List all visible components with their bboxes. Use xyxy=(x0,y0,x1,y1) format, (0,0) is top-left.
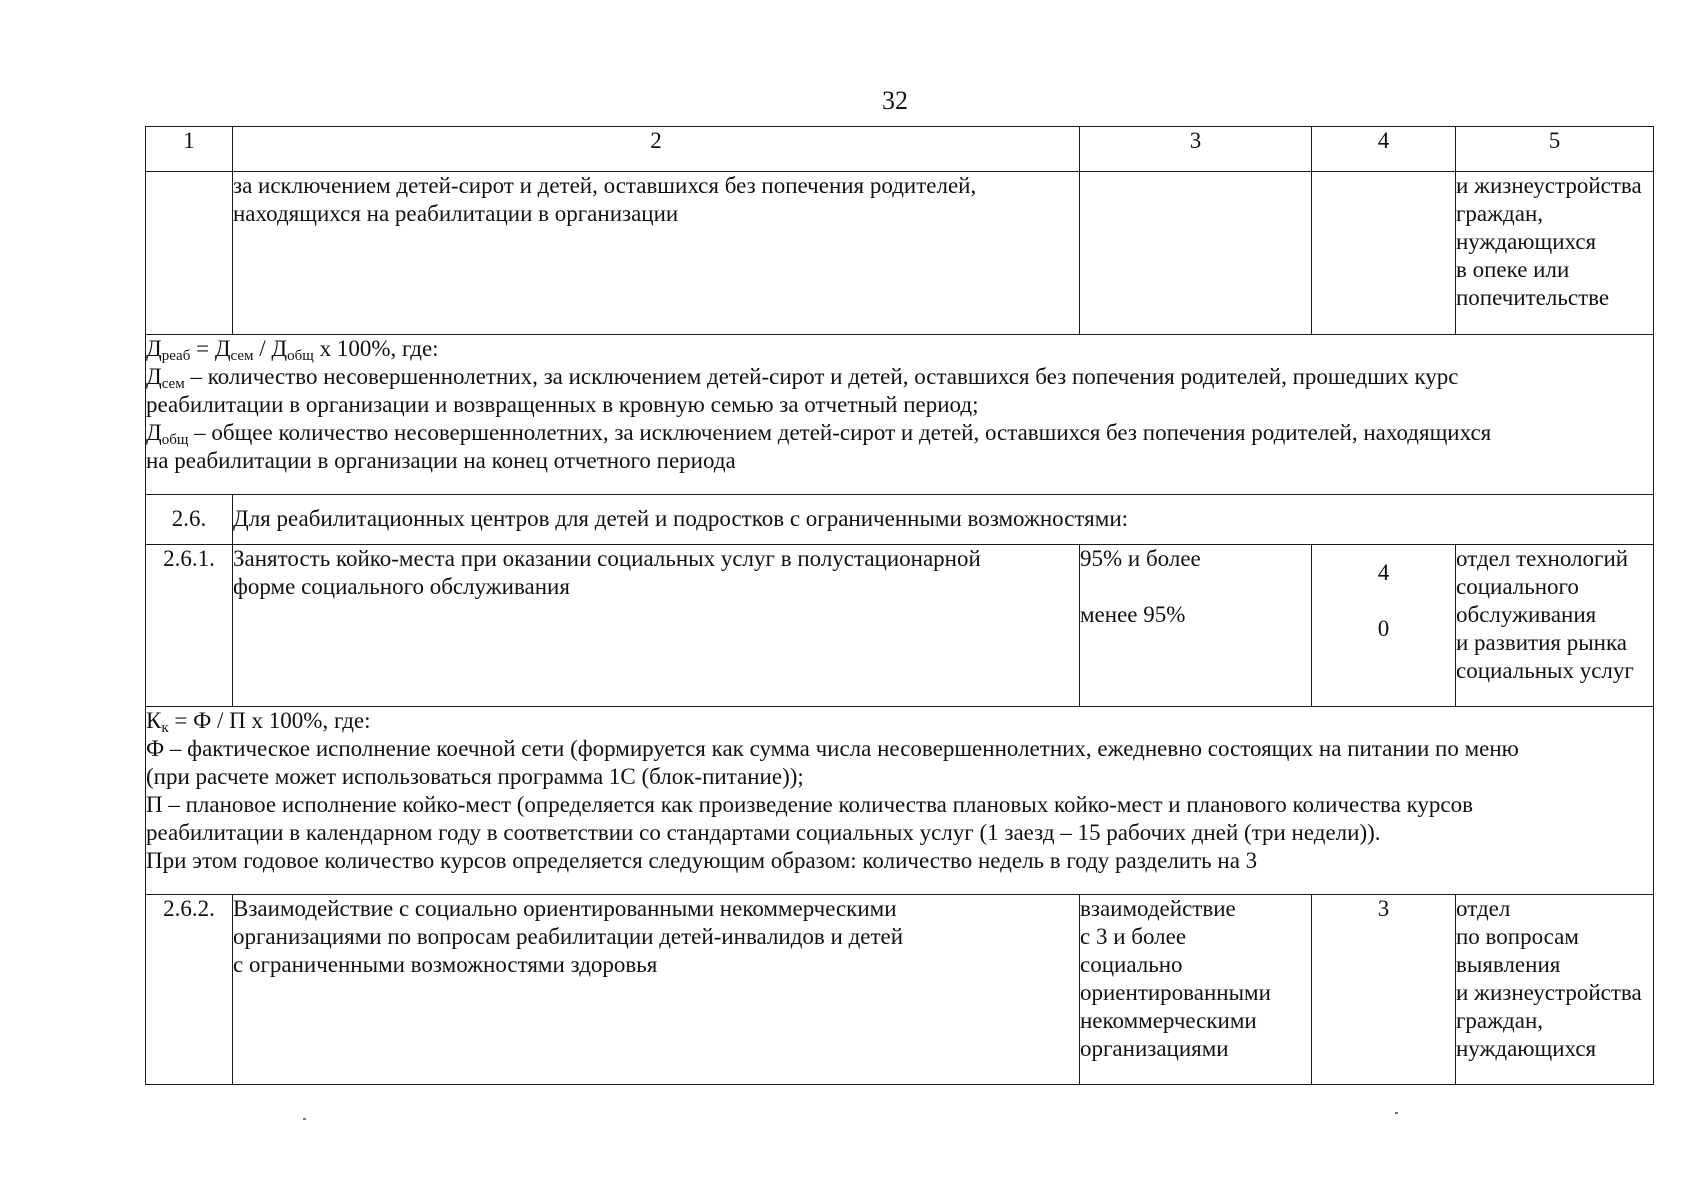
header-col-1: 1 xyxy=(146,127,233,172)
responsible-line: нуждающихся xyxy=(1456,1036,1597,1061)
formula-1-definition-2: $Д_{общ}$ – общее количество несовершеннолетних, за исключением детей-сирот и детей, оставшихся без попечения родителей, находящихся xyxy=(146,420,1492,448)
continued-criteria-cell xyxy=(1080,172,1312,335)
row-2-6-2-score: 3 xyxy=(1312,895,1456,1085)
criteria-line: социально xyxy=(1080,952,1183,977)
responsible-line: по вопросам xyxy=(1456,924,1579,949)
row-2-6-1 xyxy=(146,545,1654,707)
header-row xyxy=(146,127,1654,172)
continued-responsible-cell xyxy=(1456,172,1654,335)
criteria-line: некоммерческими xyxy=(1080,1008,1257,1033)
score-value: 0 xyxy=(1377,616,1390,641)
scan-speck xyxy=(1395,1112,1398,1114)
row-2-6-1-responsible xyxy=(1456,545,1654,707)
section-2-6-title: Для реабилитационных центров для детей и подростков с ограниченными возможностями: xyxy=(233,495,1654,545)
continued-score-cell xyxy=(1312,172,1456,335)
responsible-line: и жизнеустройства xyxy=(1456,980,1642,1005)
row-2-6-1-num: 2.6.1. xyxy=(146,545,233,707)
formula-row-1 xyxy=(146,335,1654,495)
formula-1-definition-1-cont: реабилитации в организации и возвращенных в кровную семью за отчетный период; xyxy=(146,392,979,417)
header-col-2: 2 xyxy=(233,127,1080,172)
criterion-value: 95% и более xyxy=(1080,546,1201,571)
responsible-line: социальных услуг xyxy=(1456,658,1634,683)
indicator-line: организациями по вопросам реабилитации детей-инвалидов и детей xyxy=(233,924,904,949)
responsible-line: попечительстве xyxy=(1456,285,1610,310)
responsible-line: граждан, xyxy=(1456,1008,1544,1033)
formula-2-line: П – плановое исполнение койко-мест (определяется как произведение количества плановых койко-мест и планового количества курсов xyxy=(146,792,1473,817)
indicator-line: Занятость койко-места при оказании социальных услуг в полустационарной xyxy=(233,546,981,571)
row-2-6-1-criteria xyxy=(1080,545,1312,707)
formula-1-definition-2-cont: на реабилитации в организации на конец отчетного периода xyxy=(146,448,736,473)
continued-indicator-cell xyxy=(233,172,1080,335)
responsible-line: обслуживания xyxy=(1456,602,1597,627)
responsible-line: в опеке или xyxy=(1456,257,1570,282)
row-2-6-2-criteria xyxy=(1080,895,1312,1085)
scan-speck xyxy=(303,1118,306,1120)
responsible-line: и жизнеустройства xyxy=(1456,173,1642,198)
indicator-line: с ограниченными возможностями здоровья xyxy=(233,952,658,977)
responsible-line: граждан, xyxy=(1456,201,1544,226)
formula-1-definition-1: $Д_{сем}$ – количество несовершеннолетних, за исключением детей-сирот и детей, оставшихся без попечения родителей, прошедших курс xyxy=(146,364,1459,392)
criteria-line: организациями xyxy=(1080,1036,1229,1061)
header-col-4: 4 xyxy=(1312,127,1456,172)
formula-2-main: $К_к = Ф / П$ х 100%, где: xyxy=(146,708,371,736)
formula-2-line: При этом годовое количество курсов определяется следующим образом: количество недель в году разделить на 3 xyxy=(146,848,1258,873)
criterion-value: менее 95% xyxy=(1080,602,1186,627)
continued-num-cell xyxy=(146,172,233,335)
score-value: 4 xyxy=(1377,560,1390,585)
section-2-6-num: 2.6. xyxy=(146,495,233,545)
formula-2-line: реабилитации в календарном году в соответствии со стандартами социальных услуг (1 заезд – 15 рабочих дней (три недели)). xyxy=(146,820,1381,845)
header-col-5: 5 xyxy=(1456,127,1654,172)
responsible-line: и развития рынка xyxy=(1456,630,1628,655)
formula-2-line: (при расчете может использоваться программа 1С (блок-питание)); xyxy=(146,764,804,789)
formula-1-cell xyxy=(146,335,1654,495)
responsible-line: социального xyxy=(1456,574,1579,599)
row-2-6-1-indicator xyxy=(233,545,1080,707)
responsible-line: отдел xyxy=(1456,896,1511,921)
indicator-line: форме социального обслуживания xyxy=(233,574,570,599)
criteria-table xyxy=(145,126,1654,1085)
formula-row-2 xyxy=(146,707,1654,895)
row-2-6-1-scores xyxy=(1312,545,1456,707)
row-2-6-2 xyxy=(146,895,1654,1085)
continued-indicator-line: находящихся на реабилитации в организации xyxy=(233,201,679,226)
criteria-line: ориентированными xyxy=(1080,980,1271,1005)
responsible-line: выявления xyxy=(1456,952,1561,977)
section-2-6-row xyxy=(146,495,1654,545)
criteria-line: с 3 и более xyxy=(1080,924,1187,949)
header-col-3: 3 xyxy=(1080,127,1312,172)
indicator-line: Взаимодействие с социально ориентированными некоммерческими xyxy=(233,896,897,921)
continued-row xyxy=(146,172,1654,335)
responsible-line: отдел технологий xyxy=(1456,546,1629,571)
row-2-6-2-indicator xyxy=(233,895,1080,1085)
formula-1-main: $Д_{реаб} = Д_{сем} / Д_{общ}$ х 100%, где: xyxy=(146,336,439,364)
responsible-line: нуждающихся xyxy=(1456,229,1597,254)
formula-2-line: Ф – фактическое исполнение коечной сети (формируется как сумма числа несовершеннолетних, ежедневно состоящих на питании по меню xyxy=(146,736,1519,761)
row-2-6-2-responsible xyxy=(1456,895,1654,1085)
page-number: 32 xyxy=(882,86,908,115)
formula-2-cell xyxy=(146,707,1654,895)
row-2-6-2-num: 2.6.2. xyxy=(146,895,233,1085)
criteria-line: взаимодействие xyxy=(1080,896,1236,921)
continued-indicator-line: за исключением детей-сирот и детей, оставшихся без попечения родителей, xyxy=(233,173,977,198)
